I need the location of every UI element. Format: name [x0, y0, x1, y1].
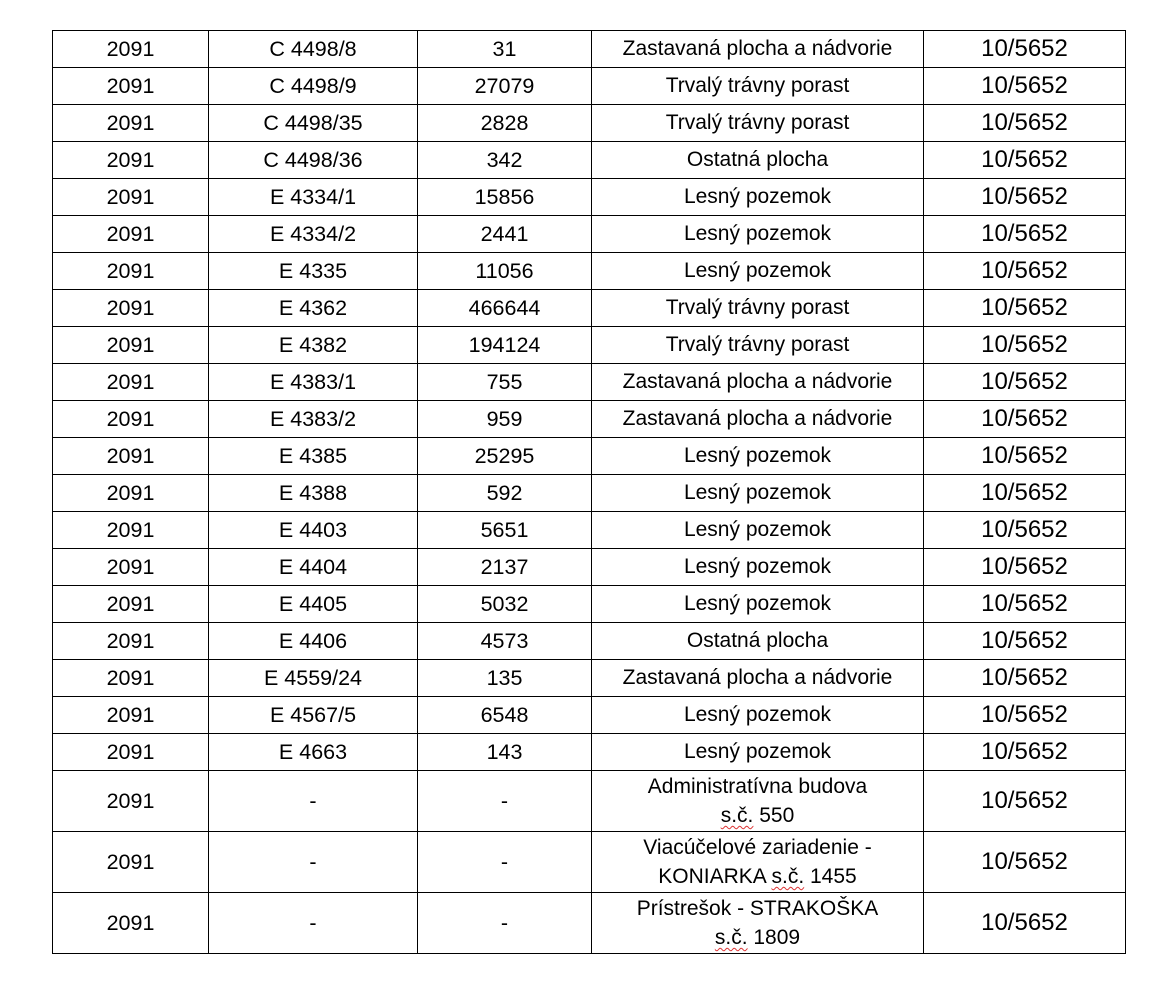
- share-cell: 10/5652: [924, 549, 1126, 586]
- area-cell: 755: [418, 364, 592, 401]
- parcel-number-cell: E 4404: [209, 549, 418, 586]
- lv-number-cell: 2091: [53, 253, 209, 290]
- table-row: [53, 216, 1126, 253]
- parcel-number-cell: E 4383/1: [209, 364, 418, 401]
- share-cell: 10/5652: [924, 290, 1126, 327]
- land-type-cell: Lesný pozemok: [592, 512, 924, 549]
- lv-number-cell: 2091: [53, 290, 209, 327]
- land-type-cell: Trvalý trávny porast: [592, 105, 924, 142]
- lv-number-cell: 2091: [53, 512, 209, 549]
- parcel-number-cell: -: [209, 771, 418, 832]
- building-type-line2: [596, 862, 919, 891]
- lv-number-cell: 2091: [53, 142, 209, 179]
- lv-number-cell: 2091: [53, 734, 209, 771]
- spellcheck-marked-abbreviation: s.č.: [714, 926, 748, 949]
- parcel-number-cell: E 4362: [209, 290, 418, 327]
- parcel-number-cell: C 4498/36: [209, 142, 418, 179]
- building-number: 1809: [747, 926, 801, 949]
- share-cell: 10/5652: [924, 68, 1126, 105]
- building-type-cell: [592, 771, 924, 832]
- land-type-cell: Trvalý trávny porast: [592, 327, 924, 364]
- area-cell: 342: [418, 142, 592, 179]
- parcel-number-cell: E 4383/2: [209, 401, 418, 438]
- table-row: [53, 697, 1126, 734]
- area-cell: -: [418, 893, 592, 954]
- land-type-cell: Lesný pozemok: [592, 549, 924, 586]
- building-type-line1: Prístrešok - STRAKOŠKA: [636, 897, 879, 920]
- building-type-line2: [596, 923, 919, 952]
- table-row: [53, 401, 1126, 438]
- table-row: [53, 549, 1126, 586]
- lv-number-cell: 2091: [53, 327, 209, 364]
- parcel-number-cell: E 4385: [209, 438, 418, 475]
- parcel-number-cell: -: [209, 832, 418, 893]
- share-cell: 10/5652: [924, 623, 1126, 660]
- share-cell: 10/5652: [924, 401, 1126, 438]
- area-cell: 6548: [418, 697, 592, 734]
- table-row: [53, 771, 1126, 832]
- building-name-prefix: KONIARKA: [658, 865, 772, 888]
- parcel-number-cell: E 4406: [209, 623, 418, 660]
- land-type-cell: Lesný pozemok: [592, 216, 924, 253]
- table-row: [53, 31, 1126, 68]
- table-row: [53, 832, 1126, 893]
- area-cell: 143: [418, 734, 592, 771]
- parcel-number-cell: C 4498/35: [209, 105, 418, 142]
- share-cell: 10/5652: [924, 438, 1126, 475]
- parcel-number-cell: E 4388: [209, 475, 418, 512]
- share-cell: 10/5652: [924, 832, 1126, 893]
- parcel-number-cell: C 4498/8: [209, 31, 418, 68]
- lv-number-cell: 2091: [53, 179, 209, 216]
- land-type-cell: Lesný pozemok: [592, 697, 924, 734]
- area-cell: 592: [418, 475, 592, 512]
- lv-number-cell: 2091: [53, 364, 209, 401]
- share-cell: 10/5652: [924, 105, 1126, 142]
- building-number: 550: [753, 804, 795, 827]
- share-cell: 10/5652: [924, 512, 1126, 549]
- land-type-cell: Lesný pozemok: [592, 253, 924, 290]
- area-cell: 31: [418, 31, 592, 68]
- share-cell: 10/5652: [924, 327, 1126, 364]
- land-type-cell: Ostatná plocha: [592, 623, 924, 660]
- share-cell: 10/5652: [924, 586, 1126, 623]
- parcel-number-cell: E 4334/2: [209, 216, 418, 253]
- area-cell: 2137: [418, 549, 592, 586]
- parcel-number-cell: E 4334/1: [209, 179, 418, 216]
- table-row: [53, 438, 1126, 475]
- lv-number-cell: 2091: [53, 660, 209, 697]
- share-cell: 10/5652: [924, 771, 1126, 832]
- parcel-number-cell: E 4567/5: [209, 697, 418, 734]
- table-row: [53, 734, 1126, 771]
- parcel-number-cell: E 4335: [209, 253, 418, 290]
- land-type-cell: Trvalý trávny porast: [592, 290, 924, 327]
- table-row: [53, 253, 1126, 290]
- parcel-number-cell: E 4382: [209, 327, 418, 364]
- table-row: [53, 142, 1126, 179]
- land-type-cell: Zastavaná plocha a nádvorie: [592, 31, 924, 68]
- table-row: [53, 660, 1126, 697]
- share-cell: 10/5652: [924, 660, 1126, 697]
- lv-number-cell: 2091: [53, 586, 209, 623]
- area-cell: 959: [418, 401, 592, 438]
- table-row: [53, 105, 1126, 142]
- lv-number-cell: 2091: [53, 832, 209, 893]
- spellcheck-marked-abbreviation: s.č.: [771, 865, 805, 888]
- parcel-table-body: [53, 31, 1126, 954]
- land-type-cell: Zastavaná plocha a nádvorie: [592, 364, 924, 401]
- land-type-cell: Trvalý trávny porast: [592, 68, 924, 105]
- share-cell: 10/5652: [924, 697, 1126, 734]
- area-cell: 2828: [418, 105, 592, 142]
- lv-number-cell: 2091: [53, 105, 209, 142]
- building-type-cell: [592, 893, 924, 954]
- parcel-number-cell: C 4498/9: [209, 68, 418, 105]
- share-cell: 10/5652: [924, 142, 1126, 179]
- lv-number-cell: 2091: [53, 216, 209, 253]
- table-row: [53, 290, 1126, 327]
- area-cell: 466644: [418, 290, 592, 327]
- parcel-number-cell: E 4405: [209, 586, 418, 623]
- land-type-cell: Lesný pozemok: [592, 438, 924, 475]
- share-cell: 10/5652: [924, 216, 1126, 253]
- lv-number-cell: 2091: [53, 549, 209, 586]
- table-row: [53, 68, 1126, 105]
- table-row: [53, 512, 1126, 549]
- area-cell: 11056: [418, 253, 592, 290]
- land-type-cell: Zastavaná plocha a nádvorie: [592, 401, 924, 438]
- lv-number-cell: 2091: [53, 771, 209, 832]
- lv-number-cell: 2091: [53, 68, 209, 105]
- share-cell: 10/5652: [924, 364, 1126, 401]
- parcel-number-cell: E 4663: [209, 734, 418, 771]
- area-cell: 135: [418, 660, 592, 697]
- parcel-number-cell: E 4403: [209, 512, 418, 549]
- share-cell: 10/5652: [924, 253, 1126, 290]
- lv-number-cell: 2091: [53, 623, 209, 660]
- lv-number-cell: 2091: [53, 475, 209, 512]
- table-row: [53, 327, 1126, 364]
- building-type-line2: [596, 801, 919, 830]
- building-type-cell: [592, 832, 924, 893]
- area-cell: 4573: [418, 623, 592, 660]
- lv-number-cell: 2091: [53, 401, 209, 438]
- table-row: [53, 586, 1126, 623]
- table-row: [53, 623, 1126, 660]
- parcel-table: [52, 30, 1126, 954]
- land-type-cell: Lesný pozemok: [592, 475, 924, 512]
- table-row: [53, 893, 1126, 954]
- area-cell: -: [418, 832, 592, 893]
- land-type-cell: Zastavaná plocha a nádvorie: [592, 660, 924, 697]
- land-type-cell: Ostatná plocha: [592, 142, 924, 179]
- area-cell: 2441: [418, 216, 592, 253]
- area-cell: 25295: [418, 438, 592, 475]
- table-row: [53, 179, 1126, 216]
- share-cell: 10/5652: [924, 475, 1126, 512]
- land-type-cell: Lesný pozemok: [592, 586, 924, 623]
- lv-number-cell: 2091: [53, 697, 209, 734]
- share-cell: 10/5652: [924, 734, 1126, 771]
- lv-number-cell: 2091: [53, 438, 209, 475]
- lv-number-cell: 2091: [53, 31, 209, 68]
- spellcheck-marked-abbreviation: s.č.: [720, 804, 754, 827]
- land-type-cell: Lesný pozemok: [592, 179, 924, 216]
- parcel-number-cell: E 4559/24: [209, 660, 418, 697]
- table-row: [53, 364, 1126, 401]
- share-cell: 10/5652: [924, 31, 1126, 68]
- parcel-number-cell: -: [209, 893, 418, 954]
- table-row: [53, 475, 1126, 512]
- area-cell: -: [418, 771, 592, 832]
- building-type-line1: Administratívna budova: [647, 775, 868, 798]
- land-type-cell: Lesný pozemok: [592, 734, 924, 771]
- building-number: 1455: [804, 865, 857, 888]
- area-cell: 5032: [418, 586, 592, 623]
- lv-number-cell: 2091: [53, 893, 209, 954]
- share-cell: 10/5652: [924, 893, 1126, 954]
- area-cell: 194124: [418, 327, 592, 364]
- share-cell: 10/5652: [924, 179, 1126, 216]
- area-cell: 27079: [418, 68, 592, 105]
- area-cell: 5651: [418, 512, 592, 549]
- area-cell: 15856: [418, 179, 592, 216]
- building-type-line1: Viacúčelové zariadenie -: [643, 836, 872, 859]
